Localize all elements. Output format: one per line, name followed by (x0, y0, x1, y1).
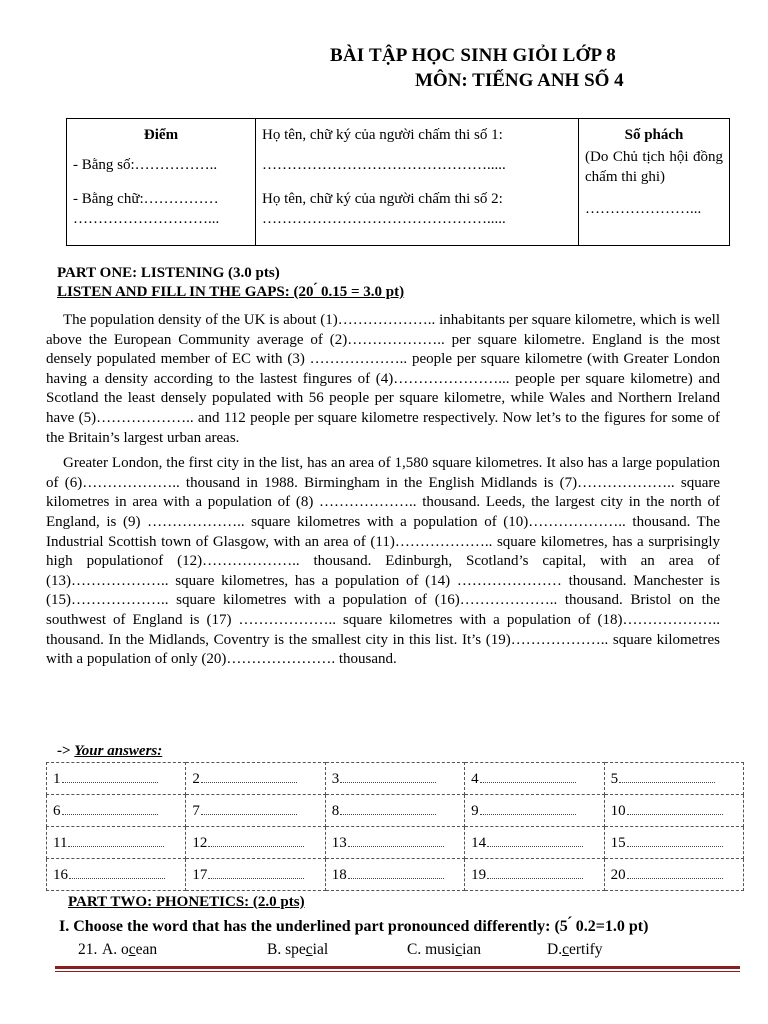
answers-label (57, 743, 162, 760)
answer-number: 7 (192, 802, 200, 819)
answer-blank (348, 866, 444, 879)
answer-blank (627, 866, 723, 879)
answer-cell[interactable] (604, 763, 743, 795)
answer-number: 2 (192, 770, 200, 787)
code-note: (Do Chủ tịch hội đồng chấm thi ghi) (585, 149, 723, 185)
answer-cell[interactable] (465, 827, 604, 859)
answer-number: 11 (53, 834, 68, 851)
part-two-heading: PART TWO: PHONETICS: (2.0 pts) (68, 894, 305, 910)
passage-paragraph-2: Greater London, the first city in the list, has an area of 1,580 square kilometres. It also has a large population of (6)……………….. thousand in 1988. Birmingham in the English Midlands is (7)……………….. square kilometres in area with a population of (8) ……………….. thousand. Leeds, the largest city in the north of England, is (9) ……………….. square kilometres with a population of (10)……………….. thousand. The Industrial Scottish town of Glasgow, with an area of (11)……………….. square kilometres, has a surprisingly high populationof (12)……………….. thousand. Edinburgh, Scotland’s capital, with an area of (13)……………….. square kilometres, has a population of (14) ………………… thousand. Manchester is (15)……………….. square kilometres with a population of (16)……………….. thousand. Bristol on the southwest of England is (17) ……………….. square kilometres with a population of (18)……………….. thousand. In the Midlands, Coventry is the smallest city in this list. It’s (19)……………….. square kilometres with a population of only (20)…………………. thousand. (46, 455, 720, 668)
answer-blank (627, 834, 723, 847)
answer-blank (208, 834, 304, 847)
score-table (66, 118, 730, 246)
arrow-prefix: -> (57, 743, 71, 759)
answer-blank (480, 802, 576, 815)
answer-cell[interactable] (325, 859, 464, 891)
examiner-cell (256, 119, 579, 246)
answer-cell[interactable] (604, 859, 743, 891)
answer-cell[interactable] (186, 827, 325, 859)
option-a[interactable]: A. ocean (102, 941, 158, 958)
answer-number: 5 (610, 770, 619, 787)
document-subtitle: MÔN: TIẾNG ANH SỐ 4 (415, 70, 624, 91)
answer-number: 12 (192, 834, 208, 851)
answer-number: 20 (610, 866, 626, 883)
answer-number: 18 (331, 866, 347, 883)
examiner2-label: Họ tên, chữ ký của người chấm thi số 2: (262, 191, 503, 207)
answer-number: 4 (471, 770, 479, 787)
answer-number: 1 (53, 770, 61, 787)
passage-paragraph-1: The population density of the UK is about (1)……………….. inhabitants per square kilometre, which is well above the European Community average of (2)……………….. per square kilometre. England is the most densely populated member of EC with (3) ……………….. people per square kilometre (with Greater London having a density according to the lastest fingures of (4)…………………... people per square kilometre) and Scotland the least densely populated with 56 people per square kilometre, while Wales and Northern Ireland have (5)……………….. and 112 people per square kilometre respectively. Now let’s to the figures for some of the Britain’s largest urban areas. (46, 312, 720, 446)
answer-blank (340, 770, 436, 783)
answer-cell[interactable] (465, 763, 604, 795)
answer-row (47, 795, 744, 827)
answer-blank (627, 802, 723, 815)
score-in-numbers: - Bằng số:…………….. (73, 157, 218, 173)
answer-cell[interactable] (325, 795, 464, 827)
question-number: 21. (78, 941, 98, 958)
answer-blank (487, 834, 583, 847)
answer-blank (340, 802, 436, 815)
answer-cell[interactable] (604, 827, 743, 859)
answer-blank (201, 802, 297, 815)
answer-cell[interactable] (47, 795, 186, 827)
answer-cell[interactable] (325, 763, 464, 795)
answer-cell[interactable] (604, 795, 743, 827)
answer-cell[interactable] (186, 859, 325, 891)
answer-blank (69, 866, 165, 879)
score-in-words-dots: ………………………... (73, 211, 220, 227)
footer-rule-thin (55, 971, 740, 972)
answer-blank (487, 866, 583, 879)
answer-number: 6 (53, 802, 61, 819)
answer-cell[interactable] (47, 763, 186, 795)
answer-cell[interactable] (186, 763, 325, 795)
answer-blank (62, 770, 158, 783)
answer-blank (68, 834, 164, 847)
code-cell (579, 119, 730, 246)
phonetics-instruction: I. Choose the word that has the underlined part pronounced differently: (5 ́ 0.2=1.0 pt) (59, 918, 649, 935)
document-title: BÀI TẬP HỌC SINH GIỎI LỚP 8 (330, 45, 616, 66)
answer-blank (208, 866, 304, 879)
examiner1-dots: ………………………………………..... (262, 157, 506, 173)
answer-number: 15 (610, 834, 626, 851)
answer-number: 3 (331, 770, 340, 787)
answer-blank (62, 802, 158, 815)
listening-passage (46, 311, 720, 676)
answer-number: 8 (331, 802, 340, 819)
answer-number: 13 (331, 834, 347, 851)
answer-row (47, 763, 744, 795)
part-one-subheading: LISTEN AND FILL IN THE GAPS: (20 ́ 0.15 = 3.0 pt) (57, 284, 405, 300)
score-in-words: - Bằng chữ:…………… (73, 191, 219, 207)
option-c[interactable]: C. musician (407, 941, 482, 958)
option-b[interactable]: B. special (267, 941, 329, 958)
answer-blank (348, 834, 444, 847)
answer-number: 19 (471, 866, 487, 883)
answer-blank (201, 770, 297, 783)
answer-cell[interactable] (47, 827, 186, 859)
answer-row (47, 827, 744, 859)
score-cell (67, 119, 256, 246)
score-heading: Điểm (143, 127, 179, 143)
answer-cell[interactable] (465, 795, 604, 827)
answer-grid (46, 762, 744, 891)
answers-label-text: Your answers: (74, 743, 163, 759)
answer-cell[interactable] (465, 859, 604, 891)
examiner1-label: Họ tên, chữ ký của người chấm thi số 1: (262, 127, 503, 143)
part-one-header (57, 264, 404, 302)
question-21 (78, 941, 718, 959)
answer-number: 10 (610, 802, 626, 819)
answer-number: 14 (471, 834, 487, 851)
answer-row (47, 859, 744, 891)
code-dots: …………………... (585, 201, 702, 217)
examiner2-dots: ………………………………………..... (262, 211, 506, 227)
code-heading: Số phách (624, 127, 684, 143)
footer-rule-thick (55, 966, 740, 969)
answer-number: 9 (471, 802, 479, 819)
answer-cell[interactable] (325, 827, 464, 859)
part-one-heading: PART ONE: LISTENING (3.0 pts) (57, 265, 280, 281)
option-d[interactable]: D.certify (547, 941, 603, 958)
answer-number: 16 (53, 866, 68, 883)
answer-cell[interactable] (47, 859, 186, 891)
answer-blank (619, 770, 715, 783)
answer-blank (480, 770, 576, 783)
answer-number: 17 (192, 866, 208, 883)
answer-cell[interactable] (186, 795, 325, 827)
